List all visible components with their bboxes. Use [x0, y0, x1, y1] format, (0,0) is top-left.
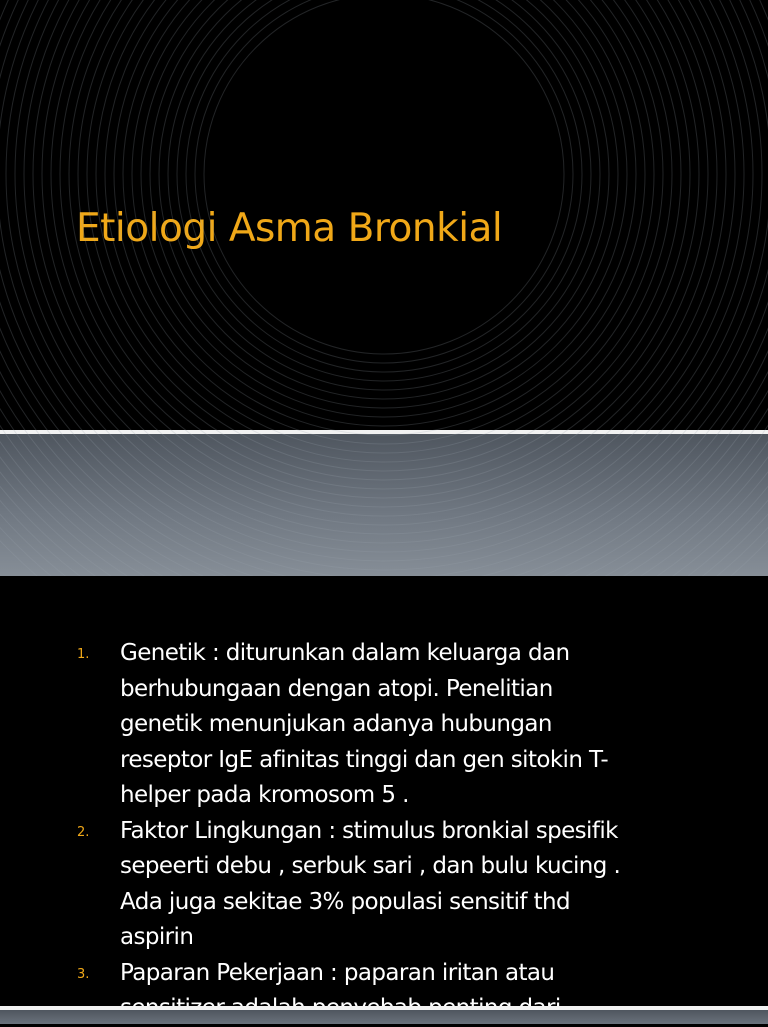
- etiology-list: [0, 636, 640, 1027]
- list-item: [0, 636, 640, 814]
- list-item-number: 2.: [77, 824, 90, 840]
- content-slide: [0, 576, 768, 1006]
- list-item-number: 1.: [77, 647, 90, 662]
- list-item-text: Genetik : diturunkan dalam keluarga dan berhubungaan dengan atopi. Penelitian genetik menunjukan adanya hubungan reseptor IgE afinitas tinggi dan gen sitokin T-helper pada kromosom 5 .: [120, 640, 609, 808]
- list-item-number: 3.: [77, 966, 90, 982]
- list-item-text: Faktor Lingkungan : stimulus bronkial spesifik sepeerti debu , serbuk sari , dan bulu kucing . Ada juga sekitae 3% populasi sensitif thd aspirin: [120, 817, 621, 950]
- decorative-band: [0, 434, 768, 576]
- title-slide: [0, 0, 768, 430]
- arc-pattern-graphic: [0, 434, 768, 576]
- decorative-band-bottom: [0, 1010, 768, 1024]
- list-item: [0, 814, 640, 956]
- list-item-text: Paparan Pekerjaan : paparan iritan atau: [120, 959, 555, 986]
- slide-title: Etiologi Asma Bronkial: [76, 206, 503, 251]
